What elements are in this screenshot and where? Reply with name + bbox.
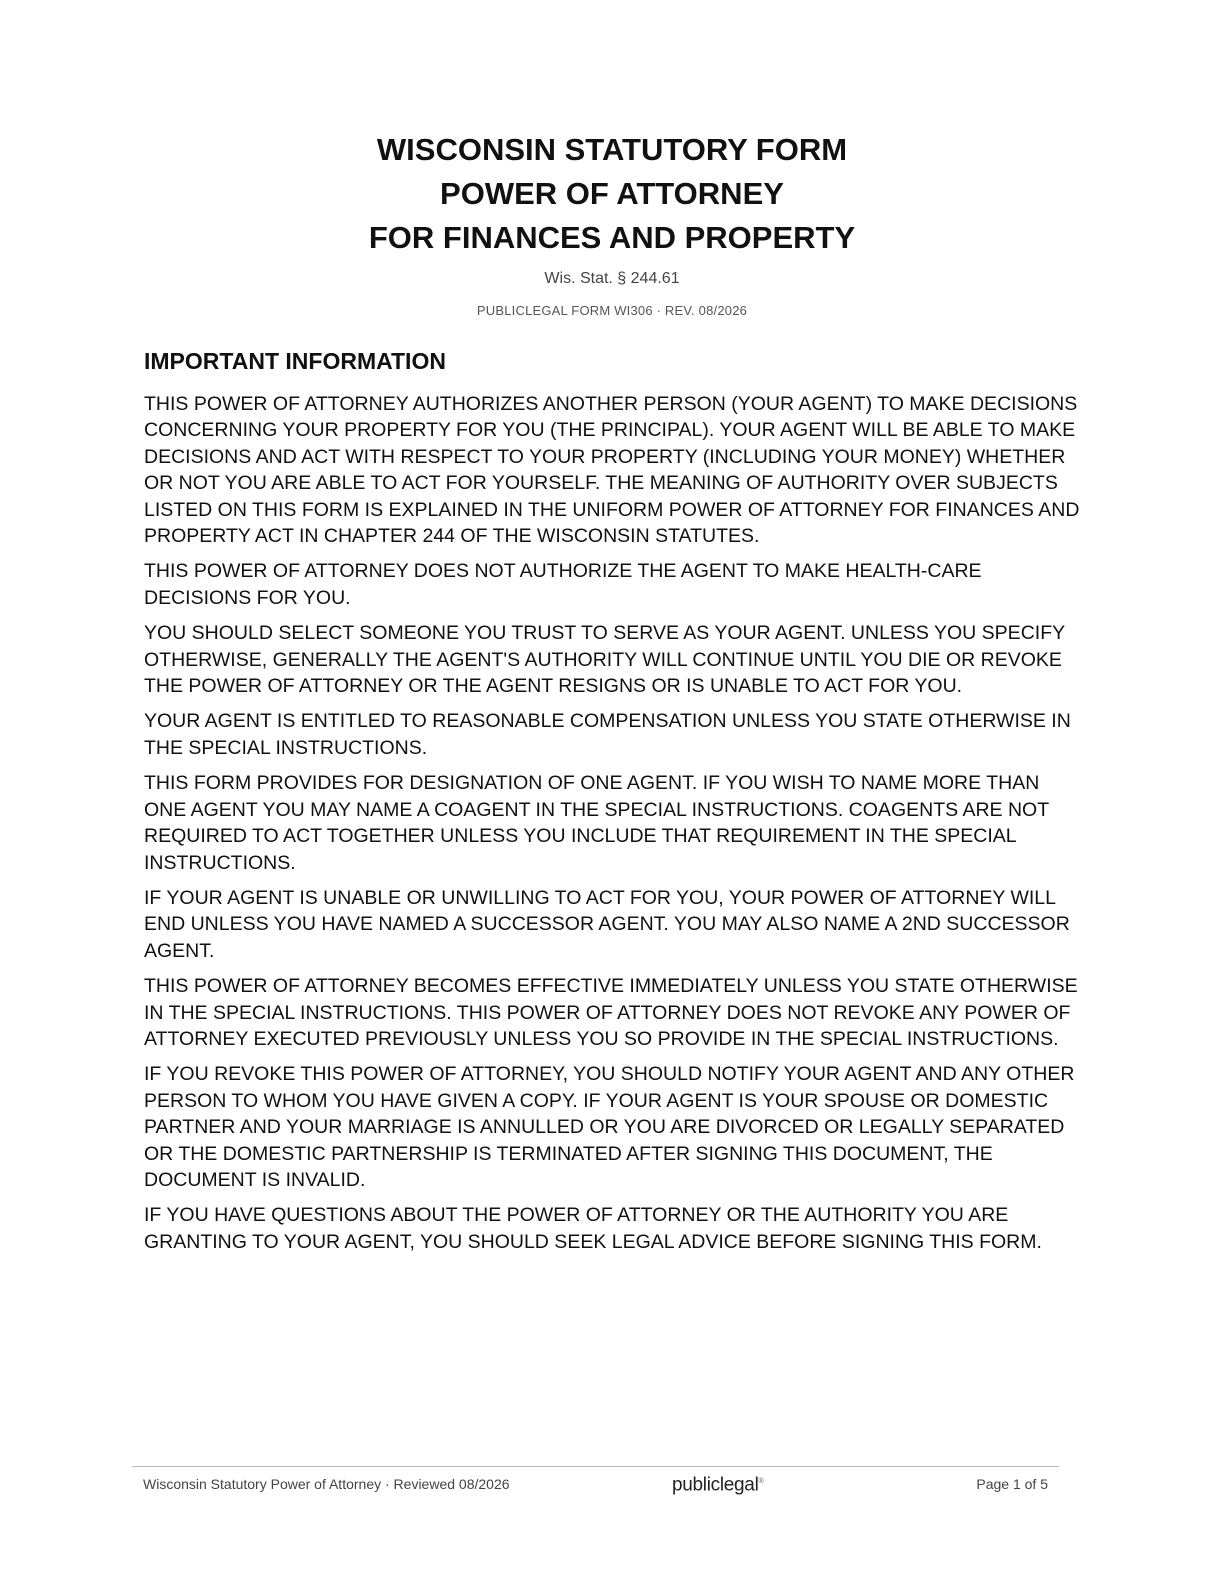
paragraph-5: THIS FORM PROVIDES FOR DESIGNATION OF ONE AGENT. IF YOU WISH TO NAME MORE THAN ONE AGENT YOU MAY NAME A COAGENT IN THE SPECIAL INSTRUCTIONS. COAGENTS ARE NOT REQUIRED TO ACT TOGETHER UNLESS YOU INCLUDE THAT REQUIREMENT IN THE SPECIAL INSTRUCTIONS. (144, 772, 1049, 874)
paragraph-9: IF YOU HAVE QUESTIONS ABOUT THE POWER OF ATTORNEY OR THE AUTHORITY YOU ARE GRANTING TO YOUR AGENT, YOU SHOULD SEEK LEGAL ADVICE BEFORE SIGNING THIS FORM. (144, 1204, 1042, 1253)
paragraph-3: YOU SHOULD SELECT SOMEONE YOU TRUST TO SERVE AS YOUR AGENT. UNLESS YOU SPECIFY OTHERWISE, GENERALLY THE AGENT'S AUTHORITY WILL CONTINUE UNTIL YOU DIE OR REVOKE THE POWER OF ATTORNEY OR THE AGENT RESIGNS OR IS UNABLE TO ACT FOR YOU. (144, 622, 1065, 698)
paragraph-8: IF YOU REVOKE THIS POWER OF ATTORNEY, YOU SHOULD NOTIFY YOUR AGENT AND ANY OTHER PERSON TO WHOM YOU HAVE GIVEN A COPY. IF YOUR AGENT IS YOUR SPOUSE OR DOMESTIC PARTNER AND YOUR MARRIAGE IS ANNULLED OR YOU ARE DIVORCED OR LEGALLY SEPARATED OR THE DOMESTIC PARTNERSHIP IS TERMINATED AFTER SIGNING THIS DOCUMENT, THE DOCUMENT IS INVALID. (144, 1063, 1075, 1191)
title-block (0, 128, 1224, 320)
publiclegal-logo (672, 1470, 763, 1497)
document-title-line-3: FOR FINANCES AND PROPERTY (368, 220, 856, 255)
document-title-line-2: POWER OF ATTORNEY (440, 176, 784, 211)
paragraph-4: YOUR AGENT IS ENTITLED TO REASONABLE COMPENSATION UNLESS YOU STATE OTHERWISE IN THE SPECIAL INSTRUCTIONS. (144, 710, 1071, 759)
form-identifier: PUBLICLEGAL FORM WI306 · REV. 08/2026 (476, 303, 748, 318)
paragraph-7: THIS POWER OF ATTORNEY BECOMES EFFECTIVE IMMEDIATELY UNLESS YOU STATE OTHERWISE IN THE SPECIAL INSTRUCTIONS. THIS POWER OF ATTORNEY DOES NOT REVOKE ANY POWER OF ATTORNEY EXECUTED PREVIOUSLY UNLESS YOU SO PROVIDE IN THE SPECIAL INSTRUCTIONS. (144, 975, 1078, 1050)
paragraph-1: THIS POWER OF ATTORNEY AUTHORIZES ANOTHER PERSON (YOUR AGENT) TO MAKE DECISIONS CONCERNING YOUR PROPERTY FOR YOU (THE PRINCIPAL). YOUR AGENT WILL BE ABLE TO MAKE DECISIONS AND ACT WITH RESPECT TO YOUR PROPERTY (INCLUDING YOUR MONEY) WHETHER OR NOT YOU ARE ABLE TO ACT FOR YOURSELF. THE MEANING OF AUTHORITY OVER SUBJECTS LISTED ON THIS FORM IS EXPLAINED IN THE UNIFORM POWER OF ATTORNEY FOR FINANCES AND PROPERTY ACT IN CHAPTER 244 OF THE WISCONSIN STATUTES. (144, 393, 1080, 548)
page-number: Page 1 of 5 (976, 1476, 1048, 1492)
page-footer (132, 1466, 1059, 1496)
document-title-line-1: WISCONSIN STATUTORY FORM (376, 132, 848, 167)
paragraph-2: THIS POWER OF ATTORNEY DOES NOT AUTHORIZE THE AGENT TO MAKE HEALTH-CARE DECISIONS FOR YOU. (144, 560, 982, 609)
statute-citation: Wis. Stat. § 244.61 (544, 270, 680, 287)
section-heading: IMPORTANT INFORMATION (144, 348, 446, 374)
logo-wordmark: publiclegal (672, 1474, 759, 1496)
footer-document-name: Wisconsin Statutory Power of Attorney · Reviewed 08/2026 (143, 1476, 510, 1492)
important-information-section (144, 345, 1084, 1264)
registered-mark: ® (758, 1478, 764, 1485)
paragraph-6: IF YOUR AGENT IS UNABLE OR UNWILLING TO ACT FOR YOU, YOUR POWER OF ATTORNEY WILL END UNLESS YOU HAVE NAMED A SUCCESSOR AGENT. YOU MAY ALSO NAME A 2ND SUCCESSOR AGENT. (144, 886, 1070, 962)
